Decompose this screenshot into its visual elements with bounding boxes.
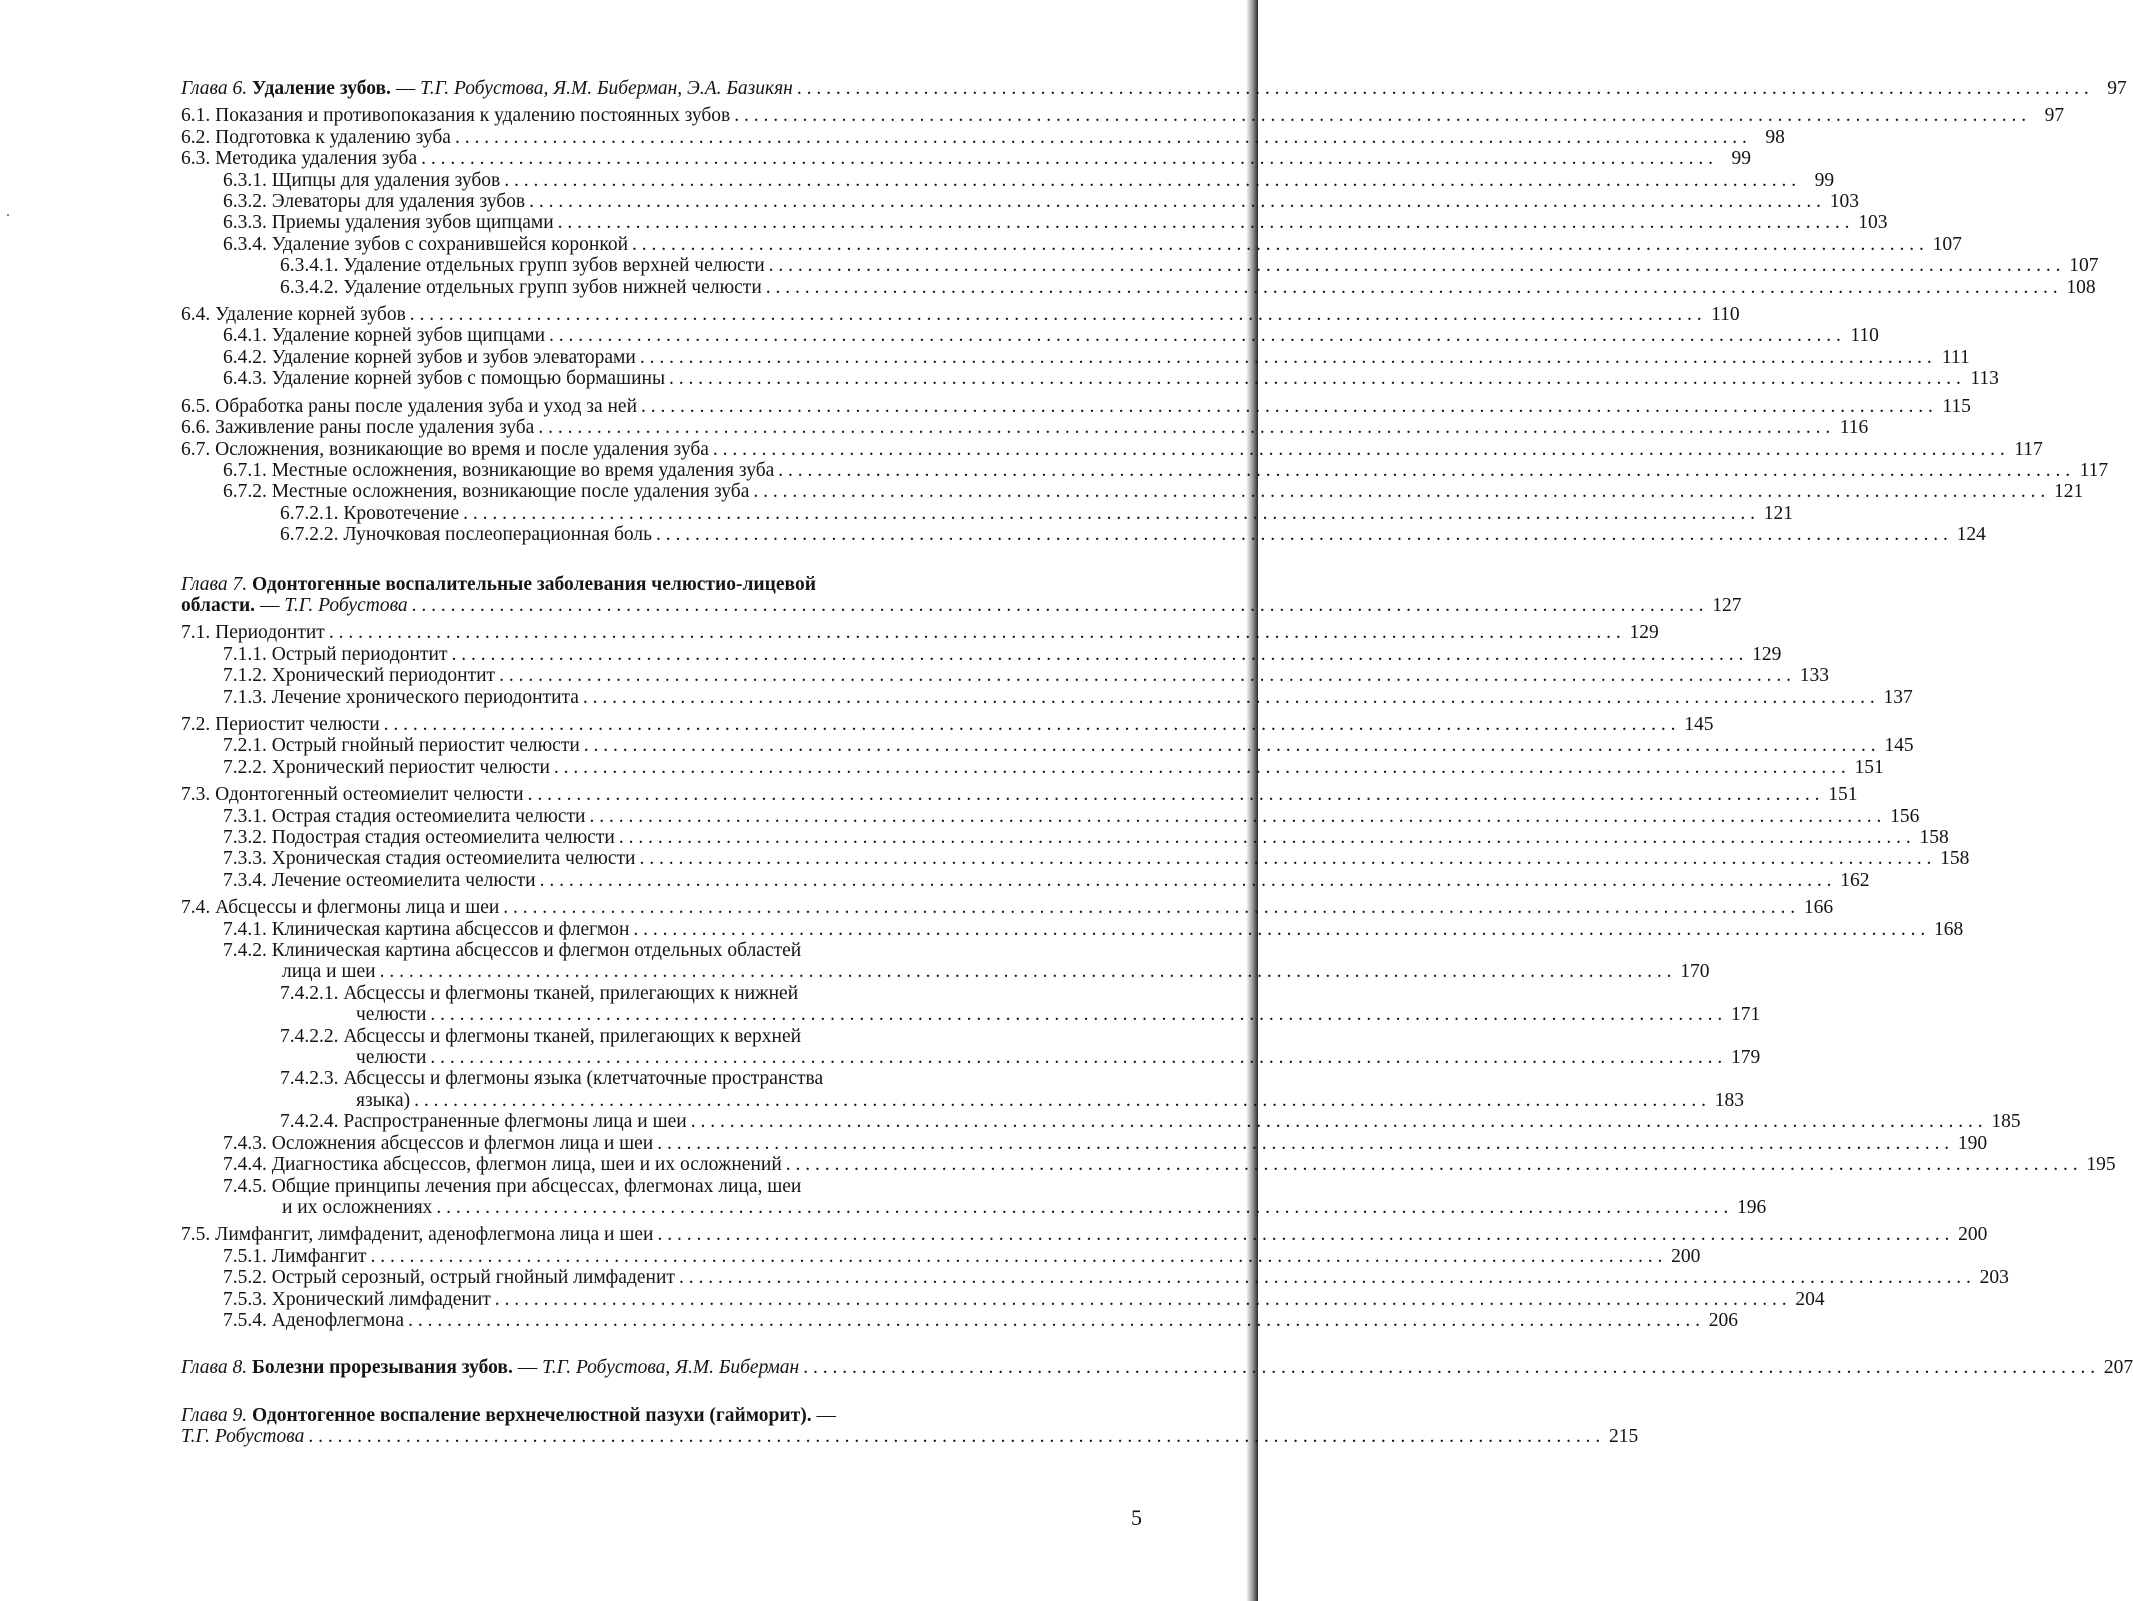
leader-dots: [491, 1289, 1787, 1310]
page-ref: 195: [2086, 1154, 2116, 1176]
chapter-heading-line2: [181, 594, 1742, 616]
page-ref: 183: [1714, 1089, 1744, 1111]
entry-title: 7.5.3. Хронический лимфаденит: [223, 1288, 491, 1310]
page-ref: 103: [1829, 191, 1860, 213]
chapter-7: [181, 573, 2116, 1332]
page-ref: 137: [1883, 686, 1913, 708]
chapter-authors: Т.Г. Робустова, Я.М. Биберман: [542, 1357, 800, 1379]
page-ref: 107: [2069, 255, 2099, 277]
toc-entry: [181, 983, 1014, 1004]
leader-dots: [304, 1426, 1600, 1447]
leader-dots: [500, 170, 1796, 191]
table-of-contents: [181, 78, 2133, 1466]
entry-title: 6.3.4.2. Удаление отдельных групп зубов нижней челюсти: [280, 276, 762, 298]
entry-title: 7.2. Периостит челюсти: [181, 713, 380, 735]
toc-entry: [181, 126, 1785, 148]
leader-dots: [376, 961, 1672, 982]
chapter-authors: Т.Г. Робустова, Я.М. Биберман, Э.А. Базикян: [420, 78, 793, 99]
entry-title: 6.7. Осложнения, возникающие во время и после удаления зуба: [181, 438, 709, 460]
chapter-title: Удаление зубов.: [252, 78, 391, 99]
page-ref: 121: [2053, 481, 2084, 503]
leader-dots: [426, 1047, 1722, 1068]
page-ref: 107: [1932, 233, 1962, 255]
page-ref: 103: [1858, 212, 1888, 234]
chapter-title: Болезни прорезывания зубов.: [252, 1357, 513, 1379]
leader-dots: [628, 234, 1924, 255]
chapter-label: Глава 8.: [181, 1357, 248, 1379]
toc-entry: [181, 368, 1999, 390]
leader-dots: [580, 735, 1876, 756]
chapter-heading: [181, 1357, 2133, 1379]
chapter-heading-line1: [181, 574, 1014, 595]
page-ref: 110: [1850, 325, 1879, 347]
entry-title: 7.2.1. Острый гнойный периостит челюсти: [223, 735, 580, 757]
toc-entry: [181, 169, 1835, 191]
toc-entry: [181, 805, 1920, 827]
entry-title: 6.7.1. Местные осложнения, возникающие во время удаления зуба: [223, 459, 775, 481]
leader-dots: [793, 78, 2089, 99]
entry-title: 7.4.2.4. Распространенные флегмоны лица и шеи: [280, 1111, 687, 1133]
page-ref: 151: [1854, 756, 1884, 778]
chapter-authors: Т.Г. Робустова: [181, 1426, 305, 1448]
page-ref: 158: [1919, 827, 1949, 848]
entry-title: 6.3.4.1. Удаление отдельных групп зубов верхней челюсти: [280, 255, 765, 277]
entry-title: 7.4.4. Диагностика абсцессов, флегмон лица, шеи и их осложнений: [223, 1154, 782, 1176]
toc-entry: [181, 346, 1970, 368]
chapter-heading-line1: [181, 1405, 1014, 1426]
leader-dots: [325, 622, 1621, 643]
toc-entry-continuation: [181, 1047, 1761, 1069]
toc-entry: [181, 622, 1659, 644]
toc-entry: [181, 502, 1794, 524]
chapter-heading: [181, 78, 2127, 99]
toc-entry: [181, 918, 1964, 940]
page-ref: 113: [1970, 368, 1999, 390]
leader-dots: [774, 460, 2070, 481]
leader-dots: [406, 304, 1702, 325]
leader-dots: [545, 325, 1841, 346]
toc-entry: [181, 304, 1740, 326]
entry-title: 6.4.3. Удаление корней зубов с помощью бормашины: [223, 368, 666, 390]
page-ref: 204: [1795, 1288, 1825, 1310]
page-ref: 111: [1941, 346, 1970, 368]
toc-entry: [181, 524, 1986, 546]
toc-entry: [181, 1267, 2009, 1289]
entry-title: 7.4.2. Клиническая картина абсцессов и флегмон отдельных областей: [223, 940, 802, 962]
leader-dots: [637, 396, 1933, 417]
leader-dots: [432, 1197, 1728, 1218]
entry-title: 7.5.4. Аденофлегмона: [223, 1309, 405, 1331]
leader-dots: [615, 827, 1911, 848]
toc-entry: [181, 665, 1829, 687]
entry-title: 7.1. Периодонтит: [181, 622, 325, 644]
leader-dots: [730, 105, 2026, 126]
entry-title: 6.4.1. Удаление корней зубов щипцами: [223, 325, 546, 347]
leader-dots: [762, 277, 2058, 298]
page-ref: 145: [1884, 735, 1914, 757]
page-ref: 99: [1731, 148, 1751, 170]
entry-title-cont: лица и шеи: [282, 961, 376, 983]
toc-entry: [181, 233, 1962, 255]
page-ref: 115: [1942, 395, 1971, 417]
leader-dots: [536, 870, 1832, 891]
leader-dots: [653, 1133, 1949, 1154]
toc-entry: [181, 105, 2065, 127]
toc-entry: [181, 276, 2096, 298]
entry-title: 7.1.3. Лечение хронического периодонтита: [223, 686, 579, 708]
leader-dots: [799, 1357, 2095, 1378]
toc-entry: [181, 686, 1913, 708]
toc-entry: [181, 643, 1782, 665]
entry-title-cont: и их осложнениях: [282, 1196, 433, 1218]
page-ref: 110: [1711, 304, 1740, 326]
page-ref: 200: [1958, 1224, 1988, 1246]
chapter-9: [181, 1404, 1639, 1448]
page-ref: 162: [1840, 869, 1870, 891]
entry-title: 6.3.3. Приемы удаления зубов щипцами: [223, 212, 554, 234]
toc-entry: [181, 1026, 1014, 1047]
page-ref: 151: [1828, 784, 1858, 806]
chapter-label: Глава 6.: [181, 78, 248, 99]
toc-entry-continuation: [181, 961, 1710, 983]
chapter-entries: [181, 622, 2116, 1331]
toc-entry: [181, 869, 1870, 891]
entry-title: 7.5.2. Острый серозный, острый гнойный лимфаденит: [223, 1267, 675, 1289]
entry-title: 6.1. Показания и противопоказания к удалению постоянных зубов: [181, 105, 731, 127]
entry-title: 7.3.1. Острая стадия остеомиелита челюсти: [223, 805, 586, 827]
page-ref: 97: [2044, 105, 2065, 127]
leader-dots: [550, 757, 1846, 778]
toc-entry-continuation: [181, 1196, 1767, 1218]
page-ref: 200: [1671, 1245, 1701, 1267]
page-ref: 98: [1765, 126, 1785, 148]
toc-entry: [181, 417, 1869, 439]
page-ref: 117: [2079, 459, 2109, 481]
toc-entry: [181, 1288, 1825, 1310]
page-number: 5: [1131, 1505, 1142, 1530]
page-ref: 170: [1680, 961, 1710, 983]
leader-dots: [765, 255, 2061, 276]
entry-title: 7.4.1. Клиническая картина абсцессов и флегмон: [223, 918, 630, 940]
entry-title-cont: челюсти: [356, 1047, 427, 1069]
page-ref: 133: [1799, 665, 1829, 687]
toc-entry: [181, 1154, 2116, 1176]
toc-entry: [181, 1309, 1738, 1331]
toc-entry: [181, 827, 1949, 848]
leader-dots: [749, 481, 2045, 502]
page-ref: 206: [1708, 1309, 1738, 1331]
leader-dots: [636, 347, 1932, 368]
entry-title: 7.1.1. Острый периодонтит: [223, 643, 448, 665]
leader-dots: [635, 848, 1931, 869]
chapter-title: Одонтогенное воспаление верхнечелюстной пазухи (гайморит).: [252, 1404, 812, 1426]
entry-title: 7.4.2.2. Абсцессы и флегмоны тканей, прилегающих к верхней: [280, 1025, 802, 1047]
entry-title-cont: челюсти: [356, 1004, 427, 1026]
toc-entry: [181, 148, 1751, 170]
toc-entry: [181, 1132, 1988, 1154]
leader-dots: [410, 1090, 1706, 1111]
leader-dots: [665, 368, 1961, 389]
entry-title: 7.2.2. Хронический периостит челюсти: [223, 756, 550, 778]
leader-dots: [579, 687, 1875, 708]
chapter-8: [181, 1357, 2133, 1379]
page-ref: 203: [1979, 1267, 2009, 1289]
toc-entry: [181, 481, 2084, 503]
page-ref: 168: [1934, 918, 1964, 940]
leader-dots: [451, 127, 1747, 148]
entry-title: 6.7.2.1. Кровотечение: [280, 502, 460, 524]
page-ref: 108: [2066, 276, 2096, 298]
toc-entry: [181, 1245, 1701, 1267]
entry-title: 7.4.3. Осложнения абсцессов и флегмон лица и шеи: [223, 1132, 654, 1154]
leader-dots: [426, 1004, 1722, 1025]
chapter-label: Глава 9.: [181, 1404, 248, 1426]
entry-title: 7.3.3. Хроническая стадия остеомиелита челюсти: [223, 848, 636, 870]
toc-entry: [181, 1176, 1014, 1197]
toc-entry: [181, 438, 2043, 460]
entry-title: 7.4.2.1. Абсцессы и флегмоны тканей, прилегающих к нижней: [280, 982, 799, 1004]
entry-title: 7.4. Абсцессы и флегмоны лица и шеи: [181, 897, 500, 919]
leader-dots: [675, 1267, 1971, 1288]
chapter-title: Одонтогенные воспалительные заболевания челюстио-лицевой: [252, 573, 816, 595]
leader-dots: [554, 212, 1850, 233]
leader-dots: [408, 595, 1704, 616]
page-ref: 129: [1629, 622, 1659, 644]
entry-title: 6.6. Заживление раны после удаления зуба: [181, 417, 535, 439]
page-ref: 215: [1608, 1426, 1639, 1448]
leader-dots: [447, 644, 1743, 665]
leader-dots: [629, 919, 1925, 940]
leader-dots: [380, 714, 1676, 735]
entry-title: 7.3.4. Лечение остеомиелита челюсти: [223, 869, 536, 891]
leader-dots: [585, 806, 1881, 827]
chapter-entries: [181, 105, 2109, 546]
page-ref: 207: [2103, 1357, 2133, 1379]
page-ref: 171: [1731, 1004, 1761, 1026]
toc-entry: [181, 756, 1884, 778]
page-ref: 121: [1763, 502, 1794, 524]
entry-title: 6.7.2.2. Луночковая послеоперационная боль: [280, 524, 653, 546]
toc-entry: [181, 255, 2099, 277]
entry-title: 7.5.1. Лимфангит: [223, 1245, 367, 1267]
page-ref: 117: [2014, 438, 2043, 460]
leader-dots: [499, 897, 1795, 918]
leader-dots: [404, 1310, 1700, 1331]
page-ref: 127: [1712, 594, 1742, 616]
toc-entry: [181, 1068, 1014, 1089]
toc-entry: [181, 897, 1834, 919]
toc-entry: [181, 713, 1714, 735]
chapter-authors: Т.Г. Робустова: [284, 594, 408, 616]
toc-entry: [181, 459, 2109, 481]
leader-dots: [652, 524, 1948, 545]
chapter-title-cont: области.: [181, 594, 256, 616]
entry-title: 7.4.5. Общие принципы лечения при абсцессах, флегмонах лица, шеи: [223, 1175, 802, 1197]
page-ref: 129: [1752, 643, 1782, 665]
toc-entry-continuation: [181, 1004, 1761, 1026]
leader-dots: [495, 665, 1791, 686]
toc-entry: [181, 212, 1888, 234]
toc-entry: [181, 1111, 2021, 1133]
leader-dots: [366, 1246, 1662, 1267]
page-ref: 196: [1737, 1196, 1767, 1218]
entry-title: 6.7.2. Местные осложнения, возникающие после удаления зуба: [223, 481, 750, 503]
entry-title: 6.3.2. Элеваторы для удаления зубов: [223, 191, 526, 213]
dash: —: [390, 78, 421, 99]
dash: —: [512, 1357, 543, 1379]
entry-title: 6.3.4. Удаление зубов с сохранившейся коронкой: [223, 233, 629, 255]
chapter-label: Глава 7.: [181, 573, 248, 595]
leader-dots: [417, 148, 1713, 169]
page-ref: 166: [1803, 897, 1834, 919]
entry-title: 7.5. Лимфангит, лимфаденит, аденофлегмона лица и шеи: [181, 1224, 654, 1246]
toc-entry: [181, 191, 1860, 213]
chapter-heading-line2: [181, 1426, 1639, 1448]
leader-dots: [525, 191, 1821, 212]
toc-entry-continuation: [181, 1089, 1744, 1111]
page-ref: 99: [1814, 169, 1835, 191]
page-ref: 185: [1991, 1111, 2021, 1133]
entry-title: 7.4.2.3. Абсцессы и флегмоны языка (клетчаточные пространства: [280, 1068, 824, 1090]
toc-entry: [181, 940, 1014, 961]
page-ref: 156: [1890, 805, 1920, 827]
entry-title-cont: языка): [356, 1089, 411, 1111]
leader-dots: [534, 417, 1830, 438]
page-ref: 145: [1684, 713, 1714, 735]
toc-entry: [181, 735, 1914, 757]
chapter-6: [181, 78, 2127, 546]
margin-speck: [7, 214, 9, 216]
entry-title: 6.4. Удаление корней зубов: [181, 304, 406, 326]
leader-dots: [709, 439, 2005, 460]
toc-entry: [181, 325, 1879, 347]
entry-title: 6.5. Обработка раны после удаления зуба и уход за ней: [181, 395, 638, 417]
entry-title: 6.4.2. Удаление корней зубов и зубов элеваторами: [223, 346, 636, 368]
page-ref: 116: [1839, 417, 1869, 439]
leader-dots: [524, 784, 1820, 805]
toc-entry: [181, 395, 1971, 417]
dash: —: [811, 1404, 836, 1426]
entry-title: 6.3. Методика удаления зуба: [181, 148, 418, 170]
page-ref: 97: [2107, 78, 2127, 99]
page-ref: 190: [1957, 1132, 1988, 1154]
toc-entry: [181, 784, 1858, 806]
dash: —: [255, 594, 285, 616]
leader-dots: [782, 1154, 2078, 1175]
entry-title: 6.2. Подготовка к удалению зуба: [181, 126, 451, 148]
leader-dots: [653, 1224, 1949, 1245]
page-ref: 158: [1940, 848, 1970, 870]
entry-title: 7.1.2. Хронический периодонтит: [223, 665, 496, 687]
toc-entry: [181, 1224, 1988, 1246]
toc-entry: [181, 848, 1970, 870]
leader-dots: [459, 503, 1755, 524]
entry-title: 7.3.2. Подострая стадия остеомиелита челюсти: [223, 827, 615, 848]
leader-dots: [687, 1111, 1983, 1132]
entry-title: 7.3. Одонтогенный остеомиелит челюсти: [181, 784, 524, 806]
page-ref: 179: [1731, 1047, 1761, 1069]
page-ref: 124: [1956, 524, 1986, 546]
entry-title: 6.3.1. Щипцы для удаления зубов: [223, 169, 501, 191]
